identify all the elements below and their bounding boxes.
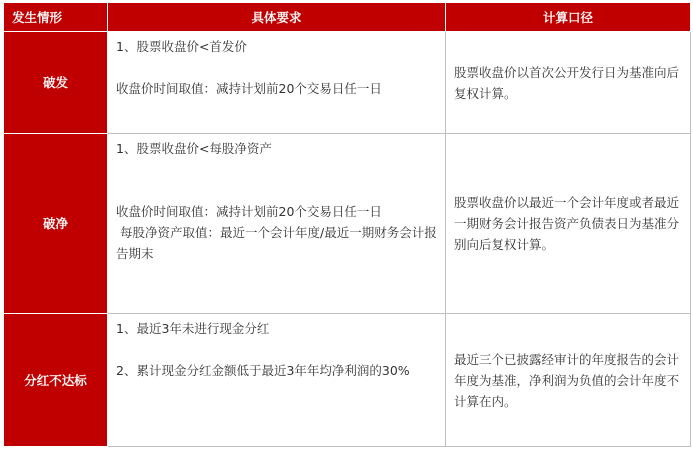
rules-table xyxy=(3,2,691,447)
header-case: 发生情形 xyxy=(4,3,108,32)
header-method: 计算口径 xyxy=(446,3,691,32)
case-cell: 破发 xyxy=(4,32,108,134)
table-row xyxy=(4,314,691,447)
table-row xyxy=(4,32,691,134)
header-requirement: 具体要求 xyxy=(108,3,446,32)
requirement-cell xyxy=(108,32,446,134)
case-cell: 分红不达标 xyxy=(4,314,108,447)
requirement-cell xyxy=(108,134,446,314)
requirement-line: 每股净资产取值：最近一个会计年度/最近一期财务会计报告期末 xyxy=(116,225,437,261)
table-header-row xyxy=(4,3,691,32)
method-cell: 最近三个已披露经审计的年度报告的会计年度为基准，净利润为负值的会计年度不计算在内。 xyxy=(446,314,691,447)
requirement-line: 1、最近3年未进行现金分红 xyxy=(116,321,270,336)
requirement-line: 收盘价时间取值：减持计划前20个交易日任一日 xyxy=(116,81,382,96)
method-cell: 股票收盘价以最近一个会计年度或者最近一期财务会计报告资产负债表日为基准分别向后复权计算。 xyxy=(446,134,691,314)
requirement-line: 1、股票收盘价<首发价 xyxy=(116,39,247,54)
case-cell: 破净 xyxy=(4,134,108,314)
requirement-line: 2、累计现金分红金额低于最近3年年均净利润的30% xyxy=(116,363,410,378)
requirement-cell xyxy=(108,314,446,447)
requirement-line: 收盘价时间取值：减持计划前20个交易日任一日 xyxy=(116,204,382,219)
method-cell: 股票收盘价以首次公开发行日为基准向后复权计算。 xyxy=(446,32,691,134)
requirement-line: 1、股票收盘价<每股净资产 xyxy=(116,141,272,156)
table-row xyxy=(4,134,691,314)
